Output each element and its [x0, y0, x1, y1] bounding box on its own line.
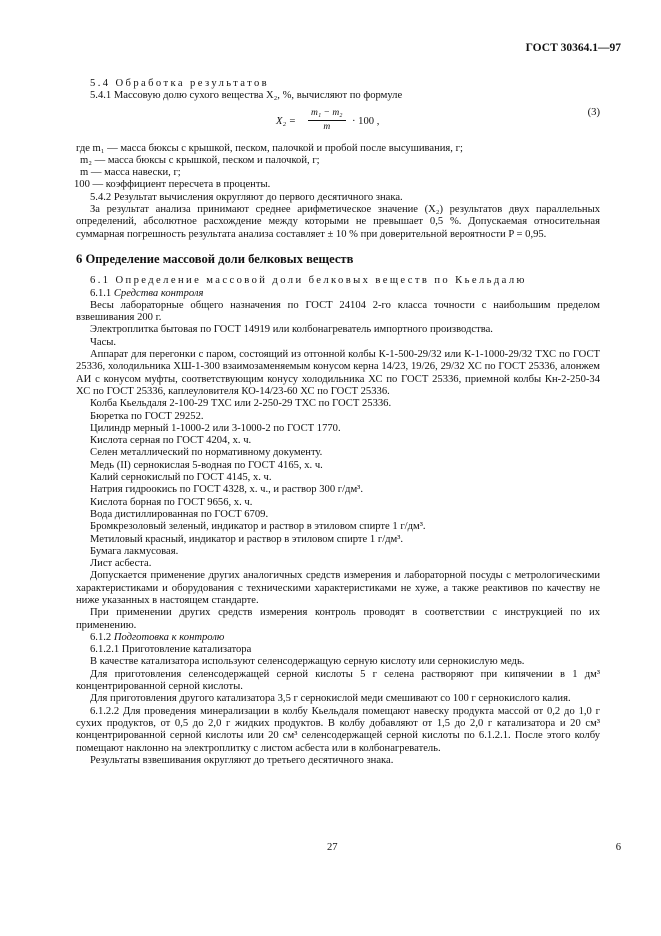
equipment-item: Часы. — [90, 336, 117, 348]
formula-fraction — [308, 107, 346, 134]
sheet-number: 6 — [615, 842, 621, 853]
where-item: 100 — коэффициент пересчета в проценты. — [74, 179, 271, 191]
section-6-1-2-title: Подготовка к контролю — [113, 631, 225, 643]
where-item: m — масса навески, г; — [80, 167, 181, 179]
where-list — [74, 142, 600, 192]
paragraph-catalyst-3: Для приготовления другого катализатора 3,5 г сернокислой меди смешивают со 100 г сернокислого калия. — [90, 693, 571, 705]
paragraph-catalyst-2: Для приготовления селенсодержащей серной кислоты 5 г селена растворяют при кипячении в 1 дм³ концентрированной серной кислоты. — [76, 668, 600, 693]
section-6-1-1-title: Средства контроля — [113, 287, 204, 299]
equipment-item: Кислота борная по ГОСТ 9656, х. ч. — [90, 496, 253, 508]
where-item: m₂ — масса бюксы с крышкой, песком и палочкой, г; — [80, 154, 320, 166]
equipment-item: Натрия гидроокись по ГОСТ 4328, х. ч., и раствор 300 г/дм³. — [90, 484, 363, 496]
paragraph-allow: Допускается применение других аналогичных средств измерения и лабораторной посуды с метрологическими характеристиками и оборудования с техническими характеристиками не хуже, а также реактивов по качеству не ниже указанных в настоящем стандарте. — [76, 570, 600, 606]
equipment-item: Электроплитка бытовая по ГОСТ 14919 или колбонагреватель импортного производства. — [90, 324, 493, 336]
paragraph-5-4-2: 5.4.2 Результат вычисления округляют до первого десятичного знака. — [90, 191, 403, 203]
equipment-item: Бюретка по ГОСТ 29252. — [90, 410, 204, 422]
equipment-item: Бромкрезоловый зеленый, индикатор и раствор в этиловом спирте 1 г/дм³. — [90, 521, 426, 533]
formula-lhs: X₂ = — [276, 115, 296, 127]
formula-3 — [90, 107, 600, 139]
where-item: где m₁ — масса бюксы с крышкой, песком, палочкой и пробой после высушивания, г; — [76, 142, 463, 154]
equipment-item: Цилиндр мерный 1-1000-2 или 3-1000-2 по ГОСТ 1770. — [90, 422, 341, 434]
equipment-item: Весы лабораторные общего назначения по ГОСТ 24104 2-го класса точности с наибольшим пределом взвешивания 200 г. — [76, 299, 600, 324]
section-6-1-2-1-title: 6.1.2.1 Приготовление катализатора — [90, 644, 252, 656]
formula-denominator: m — [323, 121, 331, 132]
page-number: 27 — [327, 842, 338, 853]
section-6-1-2-heading — [90, 632, 600, 644]
paragraph-result: За результат анализа принимают среднее арифметическое значение (X₂) результатов двух параллельных определений, абсолютное расхождение между которыми не превышает 0,5 %. Допускаемая относительная суммарная погрешность результата анализа составляет ± 10 % при доверительной вероятности P = 0,95. — [76, 204, 600, 240]
equipment-item: Калий сернокислый по ГОСТ 4145, х. ч. — [90, 472, 272, 484]
section-6-1-1-heading — [90, 288, 600, 300]
paragraph-catalyst-1: В качестве катализатора используют селенсодержащую серную кислоту или сернокислую медь. — [90, 656, 525, 668]
equipment-item: Вода дистиллированная по ГОСТ 6709. — [90, 508, 269, 520]
section-6-1-1-number: 6.1.1 — [90, 287, 112, 299]
paragraph-6-1-2-2: 6.1.2.2 Для проведения минерализации в колбу Кьельдаля помещают навеску продукта массой от 0,2 до 1,0 г сухих продуктов, от 0,5 до 2,0 г жидких продуктов. В колбу добавляют от 1,5 до 2,0 г катализатора и 20 см³ концентрированной серной кислоты или 20 см³ селенсодержащей серной кислоты по 6.1.2.1. После этого колбу помещают наклонно на электроплитку с листом асбеста или в колбонагреватель. — [76, 705, 600, 754]
section-6-1-2-number: 6.1.2 — [90, 631, 112, 643]
equipment-item: Бумага лакмусовая. — [90, 545, 179, 557]
equipment-item: Селен металлический по нормативному документу. — [90, 447, 323, 459]
equipment-item: Аппарат для перегонки с паром, состоящий из отгонной колбы К-1-500-29/32 или К-1-1000-29/32 ТХС по ГОСТ 25336, холодильника ХШ-1-300 взаимозаменяемым конусом керна 14/23, 19/26, 29/32 ХС по ГОСТ 25336, алонжем АИ с конусом муфты, соответствующим конусу холодильника ХС по ГОСТ 25336, приемной колбы Кн-2-250-34 ХС по ГОСТ 25336, каплеуловителя КО-14/23-60 ХС по ГОСТ 25336. — [76, 349, 600, 397]
equipment-item: Кислота серная по ГОСТ 4204, х. ч. — [90, 435, 252, 447]
formula-tail: · 100 , — [352, 115, 380, 127]
formula-number: (3) — [587, 106, 600, 118]
paragraph-5-4-1: 5.4.1 Массовую долю сухого вещества X₂, %, вычисляют по формуле — [90, 90, 403, 102]
equipment-item: Колба Кьельдаля 2-100-29 ТХС или 2-250-29 ТХС по ГОСТ 25336. — [90, 398, 392, 410]
equipment-list — [76, 299, 600, 571]
standard-header: ГОСТ 30364.1—97 — [525, 42, 621, 54]
section-6-1-title: 6.1 Определение массовой доли белковых веществ по Кьельдалю — [90, 275, 527, 287]
section-6-title: 6 Определение массовой доли белковых веществ — [76, 251, 354, 266]
equipment-item: Медь (II) сернокислая 5-водная по ГОСТ 4165, х. ч. — [90, 459, 323, 471]
paragraph-control: При применении других средств измерения контроль проводят в соответствии с инструкцией по их применению. — [76, 607, 600, 631]
equipment-item: Лист асбеста. — [90, 558, 152, 570]
paragraph-weigh: Результаты взвешивания округляют до третьего десятичного знака. — [90, 754, 394, 766]
document-body — [74, 78, 600, 767]
section-5-4-title: 5.4 Обработка результатов — [90, 78, 270, 89]
equipment-item: Метиловый красный, индикатор и раствор в этиловом спирте 1 г/дм³. — [90, 533, 404, 545]
formula-numerator: m₁ − m₂ — [308, 107, 346, 121]
